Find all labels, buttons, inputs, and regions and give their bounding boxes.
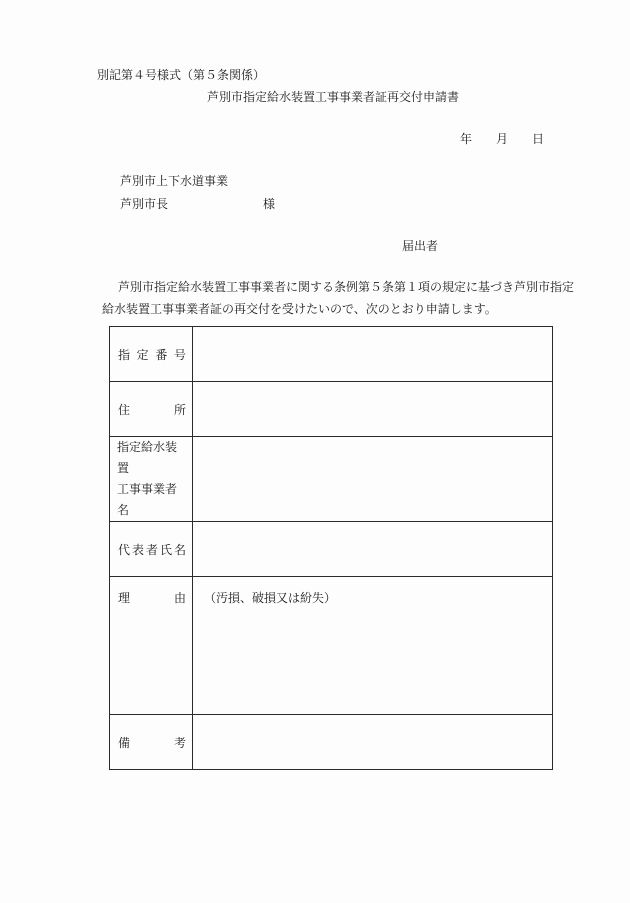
applicant-label: 届出者: [402, 239, 439, 253]
table-row-contractor-name: [110, 437, 553, 522]
designation-number-label: [110, 327, 193, 382]
designation-number-field[interactable]: [193, 327, 553, 382]
label-char: 者: [145, 542, 158, 557]
reason-options-text: （汚損、破損又は紛失）: [204, 591, 337, 605]
label-char: 定: [136, 347, 149, 362]
date-day-label: 日: [532, 132, 545, 146]
label-char: 表: [131, 542, 144, 557]
label-char: 由: [173, 591, 186, 605]
document-title: 芦別市指定給水装置工事事業者証再交付申請書: [207, 90, 460, 104]
reason-field[interactable]: [193, 577, 553, 715]
representative-name-label: [110, 522, 193, 577]
table-row-representative: [110, 522, 553, 577]
label-char: 氏: [159, 542, 172, 557]
table-row-address: [110, 382, 553, 437]
label-char: 理: [118, 591, 131, 605]
label-char: 番: [155, 347, 168, 362]
addressee-honorific: 様: [263, 197, 276, 211]
date-month-label: 月: [496, 132, 509, 146]
label-char: 指: [118, 347, 131, 362]
label-char: 名: [173, 542, 186, 557]
addressee-organization: 芦別市上下水道事業: [120, 174, 229, 188]
date-year-label: 年: [460, 132, 473, 146]
contractor-name-field[interactable]: [193, 437, 553, 522]
form-reference: 別記第４号様式（第５条関係）: [97, 68, 266, 82]
label-char: 住: [118, 402, 131, 417]
label-line: 工事事業者名: [117, 482, 178, 517]
label-char: 号: [173, 347, 186, 362]
representative-name-field[interactable]: [193, 522, 553, 577]
body-text-line-1: 芦別市指定給水装置工事事業者に関する条例第５条第１項の規定に基づき芦別市指定: [118, 280, 575, 294]
body-text-line-2: 給水装置工事事業者証の再交付を受けたいので、次のとおり申請します。: [102, 302, 497, 316]
table-row-designation-number: [110, 327, 553, 382]
table-row-remarks: [110, 715, 553, 770]
contractor-name-label: [110, 437, 193, 522]
addressee-name: 芦別市長: [120, 197, 169, 211]
label-char: 代: [118, 542, 131, 557]
label-char: 所: [173, 402, 186, 417]
table-row-reason: [110, 577, 553, 715]
application-form-table: [109, 326, 553, 770]
address-label: [110, 382, 193, 437]
label-char: 備: [118, 735, 131, 750]
reason-label: [110, 577, 193, 715]
address-field[interactable]: [193, 382, 553, 437]
label-char: 考: [173, 735, 186, 750]
label-line: 指定給水装置: [117, 440, 178, 475]
remarks-field[interactable]: [193, 715, 553, 770]
remarks-label: [110, 715, 193, 770]
